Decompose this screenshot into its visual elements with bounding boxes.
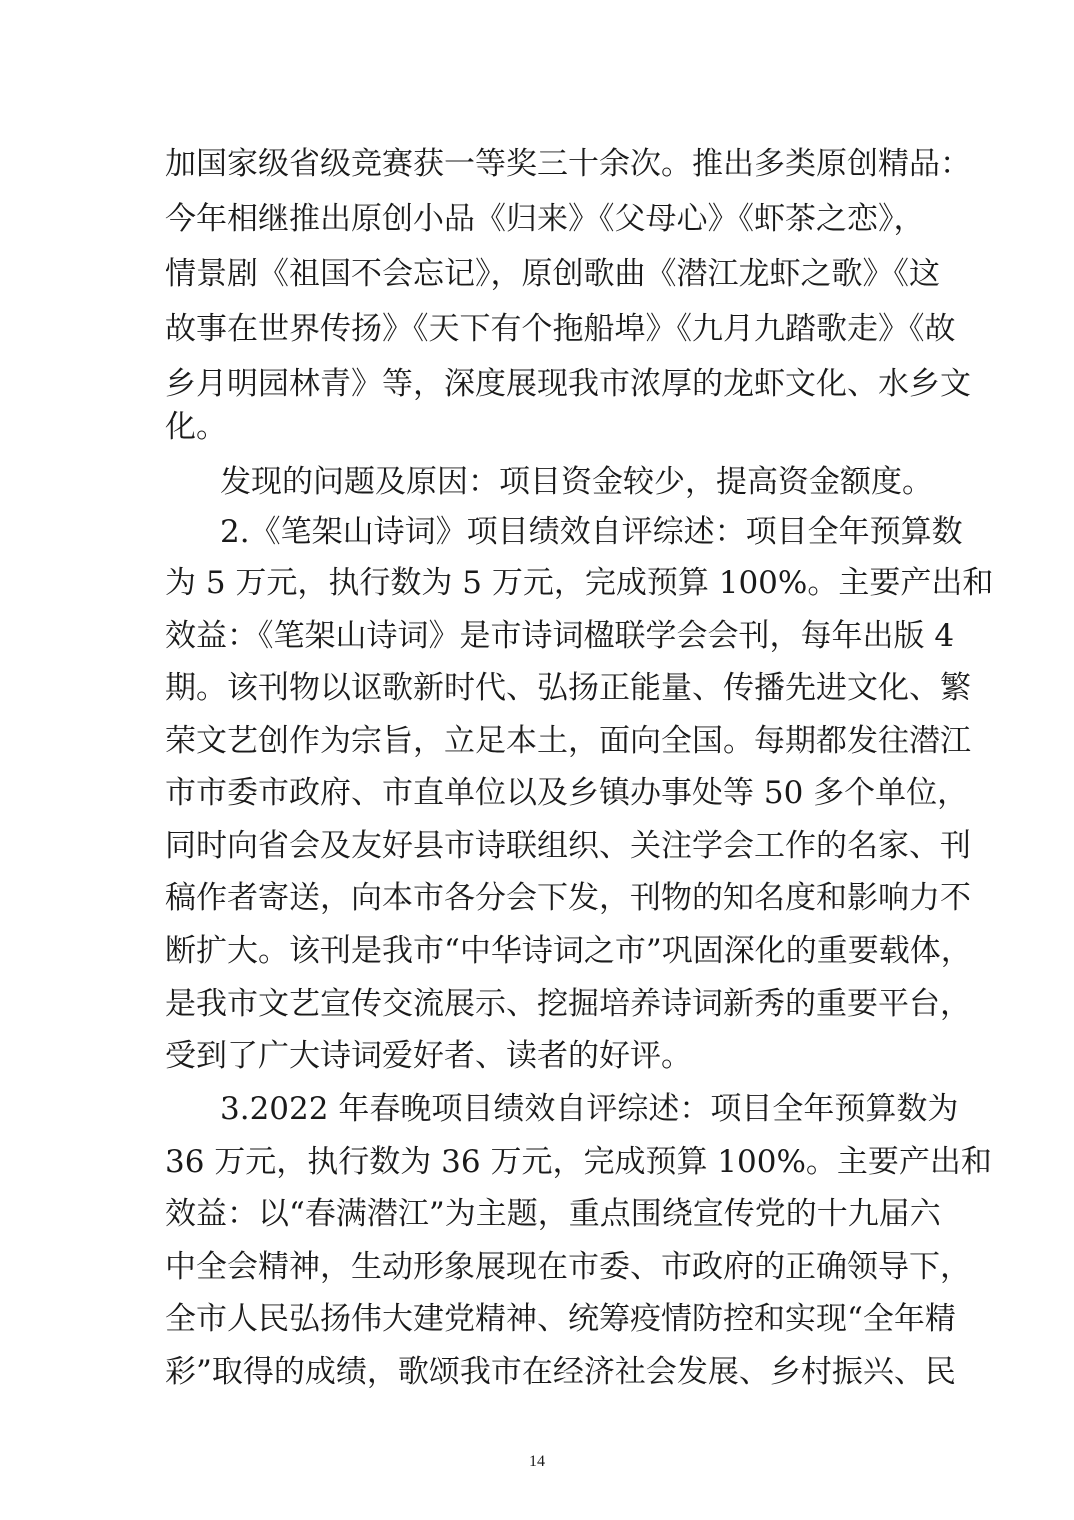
text-line: 中全会精神，生动形象展现在市委、市政府的正确领导下， xyxy=(165,1249,971,1285)
section-heading-line: 3.2022 年春晚项目绩效自评综述：项目全年预算数为 xyxy=(220,1091,959,1127)
text-line: 36 万元，执行数为 36 万元，完成预算 100%。主要产出和 xyxy=(165,1144,992,1180)
text-line: 市市委市政府、市直单位以及乡镇办事处等 50 多个单位， xyxy=(165,775,969,811)
text-line: 断扩大。该刊是我市“中华诗词之市”巩固深化的重要载体， xyxy=(165,933,972,969)
text-line: 乡月明园林青》等，深度展现我市浓厚的龙虾文化、水乡文 xyxy=(165,366,971,402)
section-heading-line: 2.《笔架山诗词》项目绩效自评综述：项目全年预算数 xyxy=(220,514,963,550)
text-line: 加国家级省级竞赛获一等奖三十余次。推出多类原创精品： xyxy=(165,146,971,182)
text-line: 荣文艺创作为宗旨，立足本土，面向全国。每期都发往潜江 xyxy=(165,723,971,759)
text-line: 故事在世界传扬》《天下有个拖船埠》《九月九踏歌走》《故 xyxy=(165,311,956,347)
text-line: 同时向省会及友好县市诗联组织、关注学会工作的名家、刊 xyxy=(165,828,971,864)
text-line: 是我市文艺宣传交流展示、挖掘培养诗词新秀的重要平台， xyxy=(165,986,971,1022)
text-line: 期。该刊物以讴歌新时代、弘扬正能量、传播先进文化、繁 xyxy=(165,670,971,706)
text-line: 情景剧《祖国不会忘记》，原创歌曲《潜江龙虾之歌》《这 xyxy=(165,256,940,292)
paragraph-problem-line: 发现的问题及原因：项目资金较少，提高资金额度。 xyxy=(220,464,933,500)
text-line: 化。 xyxy=(165,409,227,445)
text-line: 彩”取得的成绩，歌颂我市在经济社会发展、乡村振兴、民 xyxy=(165,1354,956,1390)
text-line: 受到了广大诗词爱好者、读者的好评。 xyxy=(165,1038,692,1074)
text-line: 今年相继推出原创小品《归来》《父母心》《虾茶之恋》， xyxy=(165,201,925,237)
text-line: 效益：以“春满潜江”为主题，重点围绕宣传党的十九届六 xyxy=(165,1196,941,1232)
text-line: 全市人民弘扬伟大建党精神、统筹疫情防控和实现“全年精 xyxy=(165,1301,956,1337)
text-line: 稿作者寄送，向本市各分会下发，刊物的知名度和影响力不 xyxy=(165,880,971,916)
text-line: 效益：《笔架山诗词》是市诗词楹联学会会刊，每年出版 4 xyxy=(165,618,955,654)
page-number: 14 xyxy=(529,1453,545,1470)
text-line: 为 5 万元，执行数为 5 万元，完成预算 100%。主要产出和 xyxy=(165,565,994,601)
